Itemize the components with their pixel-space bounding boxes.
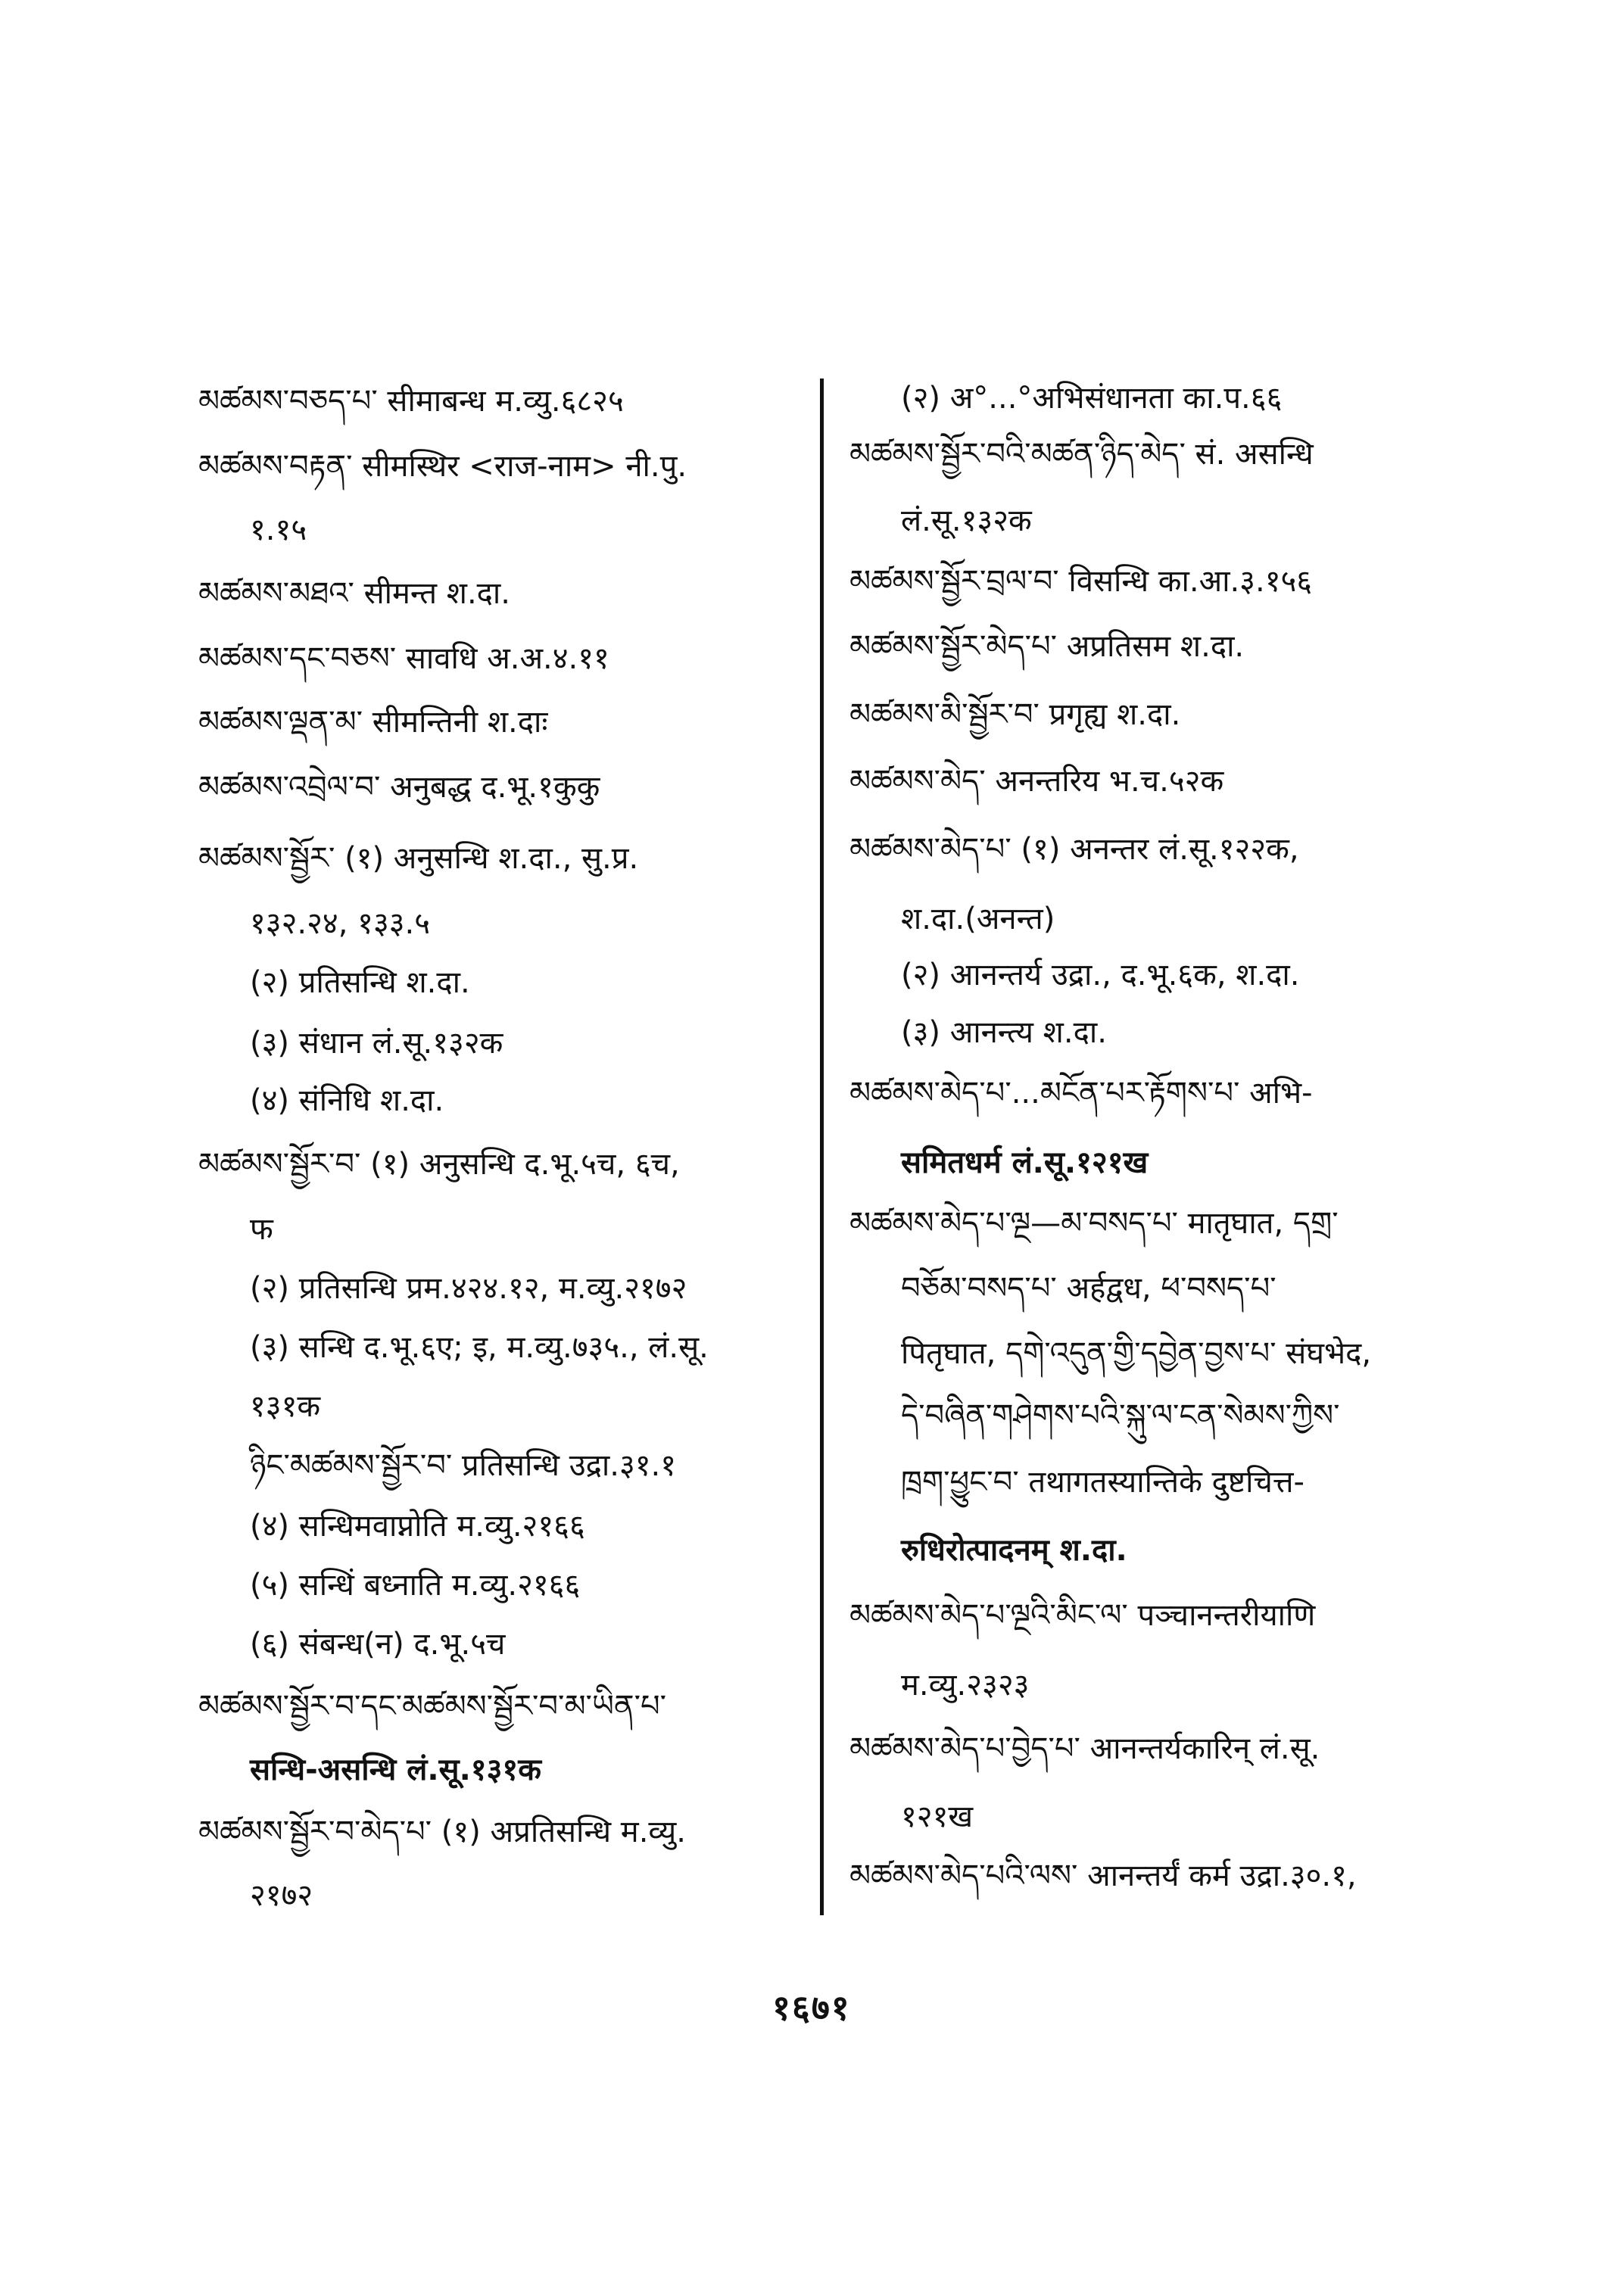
- entry-line: रुधिरोत्पादनम् श.दा.: [901, 1533, 1127, 1568]
- entry-line: (५) सन्धिं बध्नाति म.व्यु.२१६६: [250, 1568, 581, 1603]
- entry-line: (६) संबन्ध(न) द.भू.५च: [250, 1627, 506, 1662]
- entry-line: (३) सन्धि द.भू.६ए; इ, म.व्यु.७३५., लं.सू.: [250, 1330, 709, 1365]
- entry-line: १३१क: [250, 1389, 321, 1424]
- entry-line: བཅོམ་བསད་པ་ अर्हद्वध, ཕ་བསད་པ་: [901, 1271, 1276, 1306]
- entry-line: མཚམས་སྦྱོར་ (१) अनुसन्धि श.दा., सु.प्र.: [198, 841, 639, 876]
- entry-line: མཚམས་མེད་པ་ལྔའི་མིང་ལ་ पञ्चानन्तरीयाणि: [849, 1598, 1316, 1633]
- entry-line: མཚམས་མི་སྦྱོར་བ་ प्रगृह्य श.दा.: [849, 697, 1181, 732]
- entry-line: ཁྲག་ཕྱུང་བ་ तथागतस्यान्तिके दुष्टचित्त-: [901, 1465, 1304, 1500]
- entry-line: མཚམས་མེད་པ་བྱེད་པ་ आनन्तर्यकारिन् लं.सू.: [849, 1731, 1320, 1766]
- column-divider: [820, 379, 824, 1915]
- entry-line: མཚམས་འབྲེལ་བ་ अनुबद्ध द.भू.१कुकु: [198, 770, 600, 805]
- entry-line: མཚམས་མེད་པ་ལྔ—མ་བསད་པ་ मातृघात, དགྲ་: [849, 1206, 1339, 1241]
- entry-line: མཚམས་མེད་པ་ (१) अनन्तर लं.सू.१२२क,: [849, 832, 1299, 867]
- entry-line: མཚམས་སྦྱོར་བ་ (१) अनुसन्धि द.भू.५च, ६च,: [198, 1147, 680, 1182]
- entry-line: (४) संनिधि श.दा.: [250, 1083, 444, 1118]
- entry-line: མཚམས་སྦྱོར་བྲལ་བ་ विसन्धि का.आ.३.१५६: [849, 564, 1313, 599]
- entry-line: མཚམས་སྦྱོར་བའི་མཚན་ཉིད་མེད་ सं. असन्धि: [849, 437, 1314, 472]
- entry-line: फ: [250, 1212, 273, 1247]
- entry-line: १२१ख: [901, 1799, 974, 1834]
- entry-line: सन्धि-असन्धि लं.सू.१३१क: [250, 1752, 541, 1787]
- entry-line: म.व्यु.२३२३: [901, 1668, 1030, 1703]
- entry-line: (२) प्रतिसन्धि श.दा.: [250, 965, 470, 1000]
- entry-line: མཚམས་ལྡན་མ་ सीमन्तिनी श.दाः: [198, 705, 548, 740]
- entry-line: (३) आनन्त्य श.दा.: [901, 1015, 1107, 1050]
- entry-line: མཚམས་བཅད་པ་ सीमाबन्ध म.व्यु.६८२५: [198, 384, 624, 419]
- page-number: १६७१: [772, 1987, 851, 2028]
- entry-line: ཉིང་མཚམས་སྦྱོར་བ་ प्रतिसन्धि उद्रा.३१.१: [250, 1448, 677, 1483]
- entry-line: (३) संधान लं.सू.१३२क: [250, 1026, 503, 1061]
- entry-line: लं.सू.१३२क: [901, 503, 1032, 538]
- entry-line: མཚམས་སྦྱོར་བ་དང་མཚམས་སྦྱོར་བ་མ་ཡིན་པ་: [198, 1689, 667, 1724]
- entry-line: समितधर्म लं.सू.१२१ख: [901, 1145, 1149, 1180]
- entry-line: མཚམས་དང་བཅས་ सावधि अ.अ.४.११: [198, 641, 609, 676]
- entry-line: (२) प्रतिसन्धि प्रम.४२४.१२, म.व्यु.२१७२: [250, 1271, 687, 1306]
- entry-line: १.१५: [250, 512, 307, 547]
- entry-line: དེ་བཞིན་གཤེགས་པའི་སྐུ་ལ་ངན་སེམས་ཀྱིས་: [901, 1398, 1340, 1433]
- entry-line: पितृघात, དགེ་འདུན་གྱི་དབྱེན་བྱས་པ་ संघभेद,: [901, 1336, 1372, 1371]
- entry-line: མཚམས་མེད་ अनन्तरिय भ.च.५२क: [849, 764, 1224, 799]
- entry-line: श.दा.(अनन्त): [901, 902, 1055, 936]
- entry-line: མཚམས་མེད་པའི་ལས་ आनन्तर्यं कर्म उद्रा.३०.१,: [849, 1858, 1357, 1893]
- entry-line: १३२.२४, १३३.५: [250, 906, 431, 941]
- entry-line: २१७२: [250, 1878, 313, 1913]
- entry-line: (२) आनन्तर्य उद्रा., द.भू.६क, श.दा.: [901, 958, 1300, 992]
- entry-line: མཚམས་བརྟན་ सीमस्थिर <राज-नाम> नी.पु.: [198, 449, 687, 484]
- entry-line: མཚམས་སྦྱོར་བ་མེད་པ་ (१) अप्रतिसन्धि म.व्यु.: [198, 1815, 687, 1849]
- entry-line: མཚམས་མེད་པ་...མངོན་པར་རྟོགས་པ་ अभि-: [849, 1076, 1313, 1111]
- entry-line: (२) अ°...°अभिसंधानता का.प.६६: [901, 381, 1283, 416]
- entry-line: (४) सन्धिमवाप्नोति म.व्यु.२१६६: [250, 1509, 585, 1544]
- entry-line: མཚམས་སྦྱོར་མེད་པ་ अप्रतिसम श.दा.: [849, 629, 1245, 664]
- entry-line: མཚམས་མཐའ་ सीमन्त श.दा.: [198, 576, 510, 611]
